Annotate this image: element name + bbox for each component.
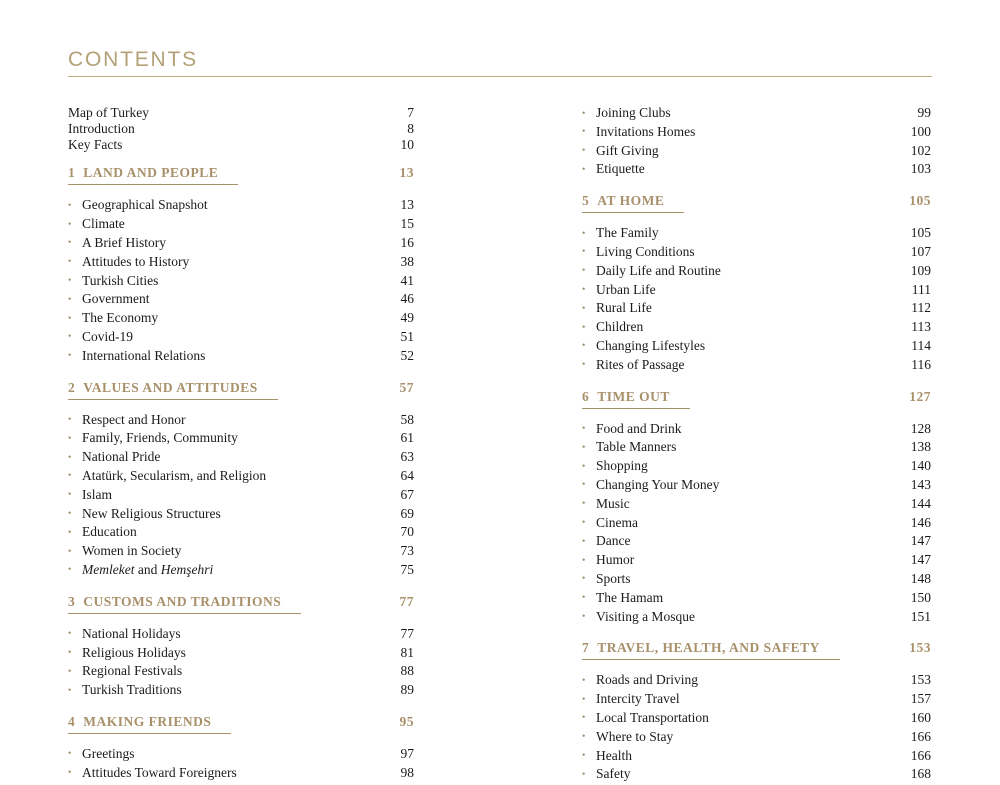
toc-entry [68, 682, 414, 701]
toc-entry-label: Islam [82, 486, 112, 502]
toc-column-right [582, 105, 931, 785]
toc-entry-label-italic: Hemşehri [160, 561, 214, 577]
toc-entry-page: 73 [400, 543, 414, 559]
toc-entry-label: Food and Drink [596, 420, 682, 436]
bullet-icon: • [582, 694, 586, 705]
bullet-icon: • [68, 768, 72, 779]
toc-entry-label: Family, Friends, Community [82, 430, 238, 446]
toc-entry [68, 449, 414, 468]
toc-entry [582, 552, 931, 571]
toc-entry-page: 88 [400, 663, 414, 679]
toc-entry-page: 97 [400, 745, 414, 761]
toc-entry [582, 515, 931, 534]
section-page-number: 127 [909, 388, 931, 404]
toc-entry-page: 166 [910, 747, 931, 763]
toc-entry-label: The Economy [82, 310, 159, 326]
toc-entry-label: Respect and Honor [82, 411, 186, 427]
bullet-icon: • [68, 527, 72, 538]
toc-entry-label: Turkish Traditions [82, 682, 182, 698]
toc-entry-label: Living Conditions [596, 243, 695, 259]
toc-entry-page: 98 [400, 764, 414, 780]
toc-entry [582, 124, 931, 143]
toc-entry-label: Etiquette [596, 161, 645, 177]
section-heading [68, 714, 414, 734]
section-heading-text [582, 640, 840, 660]
toc-entry [582, 729, 931, 748]
toc-entry-page: 41 [400, 272, 414, 288]
toc-entry-label: Humor [596, 552, 635, 568]
toc-entry [582, 282, 931, 301]
toc-entry-label: A Brief History [82, 234, 166, 250]
toc-entry-label: Attitudes Toward Foreigners [82, 764, 237, 780]
toc-entry-label: Music [596, 495, 630, 511]
toc-entry-page: 51 [400, 328, 414, 344]
toc-entry-page: 114 [911, 337, 931, 353]
toc-entry [582, 357, 931, 376]
toc-entry-label: Intercity Travel [596, 691, 680, 707]
toc-entry-page: 116 [911, 356, 931, 372]
section-number: 4 [68, 713, 76, 729]
toc-entry [582, 225, 931, 244]
toc-entry-label: Daily Life and Routine [596, 262, 721, 278]
toc-entry-label: Rites of Passage [596, 356, 685, 372]
toc-entry-label: Changing Your Money [596, 476, 720, 492]
section-heading [68, 594, 414, 614]
toc-entry-page: 157 [910, 691, 931, 707]
toc-entry-label: Joining Clubs [596, 105, 671, 120]
section-heading [582, 193, 931, 213]
toc-entry [582, 244, 931, 263]
toc-entry-label: Climate [82, 216, 125, 232]
toc-entry-label: Changing Lifestyles [596, 337, 706, 353]
section-number: 1 [68, 165, 76, 181]
toc-entry [68, 524, 414, 543]
toc-entry-page: 107 [910, 243, 931, 259]
bullet-icon: • [68, 257, 72, 268]
toc-entry-label: Attitudes to History [82, 253, 190, 269]
section-heading-text [582, 389, 690, 409]
toc-entry [68, 412, 414, 431]
toc-entry-page: 144 [910, 495, 931, 511]
bullet-icon: • [68, 313, 72, 324]
toc-entry-label: Government [82, 291, 150, 307]
toc-entry-label: Cinema [596, 514, 638, 530]
toc-entry [582, 496, 931, 515]
section-heading-text [68, 165, 238, 185]
toc-entry [68, 216, 414, 235]
toc-entry [68, 626, 414, 645]
bullet-icon: • [68, 509, 72, 520]
toc-entry [582, 105, 931, 124]
section-page-number: 153 [909, 640, 931, 656]
toc-entry-page: 138 [910, 439, 931, 455]
bullet-icon: • [582, 461, 586, 472]
toc-entry-page: 147 [910, 552, 931, 568]
toc-entry-label: The Family [596, 225, 659, 241]
section-page-number: 95 [399, 713, 414, 729]
toc-entry [68, 663, 414, 682]
section-title: MAKING FRIENDS [83, 713, 212, 729]
toc-entry [68, 645, 414, 664]
bullet-icon: • [582, 732, 586, 743]
toc-entry [68, 310, 414, 329]
toc-entry [582, 691, 931, 710]
toc-entry-page: 63 [400, 449, 414, 465]
bullet-icon: • [68, 433, 72, 444]
toc-entry-page: 153 [910, 672, 931, 688]
bullet-icon: • [582, 341, 586, 352]
section-title: AT HOME [597, 193, 665, 209]
section-title: TIME OUT [597, 388, 670, 404]
toc-entry [68, 235, 414, 254]
toc-entry [68, 487, 414, 506]
toc-entry-page: 16 [400, 234, 414, 250]
bullet-icon: • [68, 332, 72, 343]
toc-entry-label: Urban Life [596, 281, 656, 297]
bullet-icon: • [582, 146, 586, 157]
toc-entry-page: 46 [400, 291, 414, 307]
toc-entry-page: 67 [400, 486, 414, 502]
toc-entry-page: 103 [910, 161, 931, 177]
toc-entry-label: Shopping [596, 458, 648, 474]
toc-entry-page: 168 [910, 766, 931, 782]
toc-entry-page: 75 [400, 561, 414, 577]
toc-entry-label: Dance [596, 533, 631, 549]
toc-entry-page: 143 [910, 476, 931, 492]
toc-entry-label: National Pride [82, 449, 161, 465]
toc-entry [68, 121, 414, 137]
toc-entry-label: Where to Stay [596, 728, 674, 744]
bullet-icon: • [68, 452, 72, 463]
bullet-icon: • [582, 164, 586, 175]
toc-entry [68, 430, 414, 449]
bullet-icon: • [68, 294, 72, 305]
bullet-icon: • [582, 228, 586, 239]
bullet-icon: • [582, 751, 586, 762]
toc-entry-page: 52 [400, 347, 414, 363]
bullet-icon: • [68, 629, 72, 640]
bullet-icon: • [68, 200, 72, 211]
bullet-icon: • [582, 574, 586, 585]
bullet-icon: • [582, 499, 586, 510]
toc-column-left [68, 105, 414, 784]
toc-entry-label: Regional Festivals [82, 663, 183, 679]
bullet-icon: • [582, 247, 586, 258]
toc-entry-page: 160 [910, 709, 931, 725]
toc-entry [68, 197, 414, 216]
section-number: 5 [582, 193, 590, 209]
bullet-icon: • [68, 415, 72, 426]
bullet-icon: • [582, 127, 586, 138]
toc-entry-label [82, 562, 391, 578]
bullet-icon: • [582, 518, 586, 529]
bullet-icon: • [582, 480, 586, 491]
toc-entry-label: Rural Life [596, 300, 652, 316]
toc-entry-label: Introduction [68, 120, 135, 136]
toc-entry [582, 319, 931, 338]
toc-entry-page: 77 [400, 625, 414, 641]
toc-entry [582, 300, 931, 319]
bullet-icon: • [68, 749, 72, 760]
toc-entry-page: 70 [400, 524, 414, 540]
bullet-icon: • [582, 322, 586, 333]
toc-entry-page: 69 [400, 505, 414, 521]
toc-entry-label: Education [82, 524, 137, 540]
section-heading-text [68, 714, 231, 734]
toc-entry-page: 49 [400, 310, 414, 326]
toc-entry-page: 15 [400, 216, 414, 232]
toc-entry [582, 263, 931, 282]
section-title: TRAVEL, HEALTH, AND SAFETY [597, 640, 820, 656]
toc-entry-page: 128 [910, 420, 931, 436]
toc-entry-label: Visiting a Mosque [596, 608, 695, 624]
toc-entry [582, 571, 931, 590]
toc-entry-page: 81 [400, 644, 414, 660]
section-title: CUSTOMS AND TRADITIONS [83, 593, 282, 609]
toc-entry-page: 148 [910, 570, 931, 586]
bullet-icon: • [582, 303, 586, 314]
toc-entry-label: Safety [596, 766, 631, 782]
toc-entry-label-italic: Memleket [82, 561, 135, 577]
toc-entry [582, 338, 931, 357]
section-page-number: 57 [399, 379, 414, 395]
toc-entry [582, 421, 931, 440]
section-heading-text [582, 193, 684, 213]
toc-entry [582, 672, 931, 691]
toc-entry [582, 477, 931, 496]
bullet-icon: • [68, 351, 72, 362]
toc-entry [582, 143, 931, 162]
toc-entry [68, 105, 414, 121]
toc-entry-label: Covid-19 [82, 328, 134, 344]
bullet-icon: • [582, 424, 586, 435]
toc-entry [582, 458, 931, 477]
toc-entry [582, 609, 931, 628]
toc-entry [68, 562, 414, 581]
bullet-icon: • [68, 490, 72, 501]
bullet-icon: • [582, 713, 586, 724]
toc-entry-label: International Relations [82, 347, 206, 363]
section-page-number: 77 [399, 593, 414, 609]
toc-entry [68, 273, 414, 292]
header-rule [68, 76, 932, 77]
bullet-icon: • [68, 276, 72, 287]
bullet-icon: • [68, 565, 72, 576]
toc-entry-page: 140 [910, 458, 931, 474]
toc-entry [582, 766, 931, 785]
section-heading [68, 165, 414, 185]
toc-entry-page: 105 [910, 225, 931, 241]
section-heading-text [68, 594, 301, 614]
toc-entry-label: National Holidays [82, 625, 181, 641]
toc-entry [582, 439, 931, 458]
toc-entry-page: 13 [400, 197, 414, 213]
bullet-icon: • [582, 769, 586, 780]
toc-entry [68, 765, 414, 784]
section-page-number: 13 [399, 165, 414, 181]
toc-entry-label: Local Transportation [596, 709, 709, 725]
toc-entry-page: 113 [911, 319, 931, 335]
bullet-icon: • [68, 648, 72, 659]
toc-entry-label: Map of Turkey [68, 105, 150, 120]
section-heading-text [68, 380, 278, 400]
toc-entry [68, 254, 414, 273]
toc-entry-label: Greetings [82, 745, 135, 761]
toc-entry-page: 8 [407, 120, 414, 136]
toc-entry [582, 590, 931, 609]
toc-entry-page: 150 [910, 589, 931, 605]
toc-entry-label: Women in Society [82, 543, 182, 559]
toc-entry-page: 58 [400, 411, 414, 427]
section-heading [68, 380, 414, 400]
toc-entry-label: Gift Giving [596, 142, 659, 158]
bullet-icon: • [68, 666, 72, 677]
toc-entry-label: New Religious Structures [82, 505, 221, 521]
toc-entry-page: 61 [400, 430, 414, 446]
bullet-icon: • [582, 675, 586, 686]
toc-entry-label: Turkish Cities [82, 272, 159, 288]
bullet-icon: • [582, 555, 586, 566]
section-heading [582, 640, 931, 660]
bullet-icon: • [68, 238, 72, 249]
toc-entry-label: Key Facts [68, 136, 123, 152]
toc-entry [68, 746, 414, 765]
toc-entry-label: Roads and Driving [596, 672, 698, 688]
toc-entry-label: Invitations Homes [596, 123, 696, 139]
toc-entry-page: 146 [910, 514, 931, 530]
section-number: 2 [68, 379, 76, 395]
bullet-icon: • [68, 546, 72, 557]
toc-entry-label: Children [596, 319, 644, 335]
toc-entry-label: Geographical Snapshot [82, 197, 208, 213]
toc-entry-page: 89 [400, 682, 414, 698]
toc-entry [68, 348, 414, 367]
toc-entry-page: 100 [910, 123, 931, 139]
toc-entry-label: Health [596, 747, 632, 763]
toc-entry [68, 468, 414, 487]
page-title: CONTENTS [68, 48, 198, 71]
bullet-icon: • [68, 219, 72, 230]
toc-entry-label: Sports [596, 570, 631, 586]
bullet-icon: • [582, 266, 586, 277]
contents-header [68, 48, 932, 77]
toc-entry-page: 7 [407, 105, 414, 120]
toc-entry-page: 99 [917, 105, 931, 120]
section-number: 6 [582, 388, 590, 404]
toc-entry [582, 533, 931, 552]
toc-entry [68, 506, 414, 525]
section-title: VALUES AND ATTITUDES [83, 379, 258, 395]
toc-entry-page: 147 [910, 533, 931, 549]
toc-entry-page: 112 [911, 300, 931, 316]
toc-entry [68, 329, 414, 348]
section-page-number: 105 [909, 193, 931, 209]
section-number: 7 [582, 640, 590, 656]
toc-entry [582, 161, 931, 180]
toc-entry [582, 748, 931, 767]
section-heading [582, 389, 931, 409]
toc-entry [68, 137, 414, 153]
toc-entry-page: 10 [400, 136, 414, 152]
toc-entry-page: 151 [910, 608, 931, 624]
toc-entry [582, 710, 931, 729]
toc-entry [68, 291, 414, 310]
bullet-icon: • [582, 536, 586, 547]
bullet-icon: • [582, 593, 586, 604]
bullet-icon: • [68, 685, 72, 696]
bullet-icon: • [582, 612, 586, 623]
section-title: LAND AND PEOPLE [83, 165, 219, 181]
bullet-icon: • [582, 108, 586, 119]
toc-entry-page: 64 [400, 467, 414, 483]
toc-entry-label: Table Manners [596, 439, 677, 455]
toc-entry-page: 109 [910, 262, 931, 278]
toc-entry [68, 543, 414, 562]
bullet-icon: • [582, 285, 586, 296]
toc-entry-page: 102 [910, 142, 931, 158]
section-number: 3 [68, 593, 76, 609]
toc-entry-label: The Hamam [596, 589, 664, 605]
bullet-icon: • [582, 360, 586, 371]
bullet-icon: • [582, 442, 586, 453]
toc-entry-label: Religious Holidays [82, 644, 186, 660]
toc-entry-page: 166 [910, 728, 931, 744]
toc-entry-page: 111 [911, 281, 931, 297]
toc-entry-page: 38 [400, 253, 414, 269]
toc-entry-label-text: and [134, 561, 161, 577]
bullet-icon: • [68, 471, 72, 482]
toc-entry-label: Atatürk, Secularism, and Religion [82, 467, 267, 483]
